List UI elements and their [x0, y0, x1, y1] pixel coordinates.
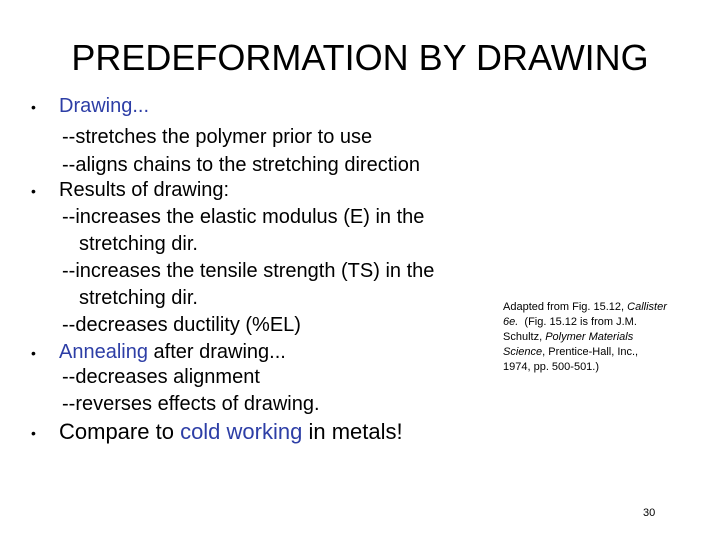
cold-working-term: cold working [180, 419, 303, 444]
sub-item-reverses: --reverses effects of drawing. [62, 393, 320, 415]
annealing-rest: after drawing... [147, 341, 286, 363]
citation-italic: Callister [627, 301, 667, 313]
bullet-annealing [59, 339, 286, 365]
sub-item-tensile: --increases the tensile strength (TS) in the [62, 260, 435, 282]
sub-item-ductility: --decreases ductility (%EL) [62, 314, 301, 336]
sub-item-stretches: --stretches the polymer prior to use [62, 126, 373, 148]
citation-text: 1974, pp. 500-501.) [503, 361, 600, 373]
bullet-compare [59, 418, 403, 446]
sub-item-modulus: --increases the elastic modulus (E) in the [62, 206, 425, 228]
bullet-results: Results of drawing: [59, 179, 230, 201]
citation-italic: 6e. [503, 316, 519, 328]
figure-citation [503, 300, 703, 375]
compare-post: in metals! [302, 419, 403, 444]
bullet-marker: • [31, 425, 36, 441]
citation-text: Schultz, [503, 331, 546, 343]
citation-text: Adapted from Fig. 15.12, [503, 301, 628, 313]
citation-text: (Fig. 15.12 is from J.M. [518, 316, 637, 328]
bullet-marker: • [31, 345, 36, 361]
bullet-marker: • [31, 99, 36, 115]
sub-item-tensile-cont: stretching dir. [79, 287, 198, 309]
slide-title: PREDEFORMATION BY DRAWING [71, 37, 649, 78]
citation-italic: Polymer Materials [545, 331, 634, 343]
annealing-term: Annealing [59, 341, 148, 363]
citation-text: , Prentice-Hall, Inc., [542, 346, 639, 358]
bullet-marker: • [31, 183, 36, 199]
compare-pre: Compare to [59, 419, 181, 444]
sub-item-aligns: --aligns chains to the stretching direction [62, 154, 420, 176]
sub-item-alignment: --decreases alignment [62, 366, 260, 388]
page-number: 30 [643, 507, 656, 519]
sub-item-modulus-cont: stretching dir. [79, 233, 198, 255]
bullet-drawing: Drawing... [59, 95, 150, 117]
citation-italic: Science [503, 346, 543, 358]
